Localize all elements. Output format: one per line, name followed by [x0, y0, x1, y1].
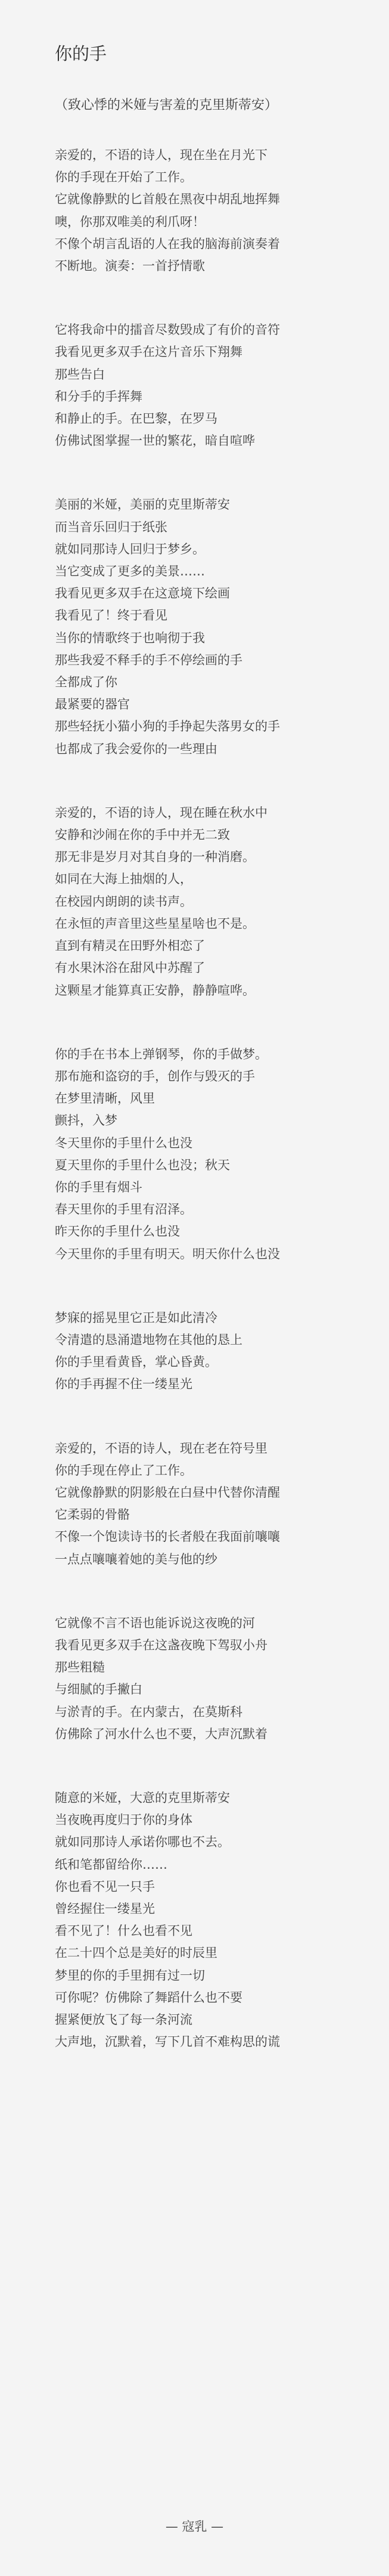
poem-line: 那些粗糙	[55, 1660, 105, 1675]
poem-line: 你的手现在停止了工作。	[55, 1463, 192, 1478]
poem-line: 夏天里你的手里什么也没；秋天	[55, 1157, 230, 1172]
poem-line: 在校园内朗朗的读书声。	[55, 894, 192, 909]
poem-line: 一点点嚷嚷着她的美与他的纱	[55, 1552, 217, 1566]
stanza	[55, 144, 365, 277]
poem-line: 在梦里清晰，风里	[55, 1091, 155, 1106]
poem-line: 而当音乐回归于纸张	[55, 519, 167, 534]
poem-line: 我看见更多双手在这片音乐下翔舞	[55, 345, 242, 360]
poem-line: 与淤青的手。在内蒙古，在莫斯科	[55, 1704, 242, 1719]
poem-line: 那些轻抚小猫小狗的手挣起失落男女的手	[55, 719, 280, 734]
poem-line: 我看见更多双手在这盏夜晚下驾驭小舟	[55, 1637, 267, 1652]
poem-line: 它就像不言不语也能诉说这夜晚的河	[55, 1615, 255, 1630]
poem-line: 握紧便放飞了每一条河流	[55, 2012, 192, 2027]
poem-line: 我看见了！终于看见	[55, 608, 167, 623]
poem-line: 颤抖，入梦	[55, 1113, 117, 1128]
poem-line: 不像个胡言乱语的人在我的脑海前演奏着	[55, 236, 280, 251]
stanza	[55, 1438, 365, 1571]
poem-line: 你的手里有烟斗	[55, 1179, 142, 1194]
poem-line: 与细腻的手撇白	[55, 1682, 142, 1697]
poem-dedication: （致心悸的米娅与害羞的克里斯蒂安）	[55, 98, 278, 113]
stanza	[55, 802, 365, 1002]
poem-line: 可你呢？仿佛除了舞蹈什么也不要	[55, 1990, 242, 2005]
poem-line: 这颗星才能算真正安静，静静喧哗。	[55, 983, 255, 998]
poem-line: 随意的米娅，大意的克里斯蒂安	[55, 1790, 230, 1805]
poem-line: 冬天里你的手里什么也没	[55, 1135, 192, 1150]
poem-line: 它就像静默的阴影般在白昼中代替你清醒	[55, 1485, 280, 1500]
poem-line: 和静止的手。在巴黎，在罗马	[55, 411, 217, 426]
poem-line: 也都成了我会爱你的一些理由	[55, 741, 217, 756]
poem-line: 春天里你的手里有沼泽。	[55, 1202, 192, 1217]
poem-line: 你的手里看黄昏，掌心昏黄。	[55, 1355, 217, 1370]
poem-line: 仿佛试图掌握一世的繁花，暗自喧哗	[55, 434, 255, 448]
poem-line: 看不见了！什么也看不见	[55, 1924, 192, 1939]
poem-line: 梦寐的摇晃里它正是如此清冷	[55, 1310, 217, 1325]
poem-line: 最紧要的器官	[55, 697, 130, 712]
stanza	[55, 1612, 365, 1745]
poem-line: 如同在大海上抽烟的人，	[55, 872, 192, 887]
poem-line: 它柔弱的骨骼	[55, 1507, 130, 1522]
poem-line: 我看见更多双手在这意境下绘画	[55, 586, 230, 601]
poem-line: 大声地，沉默着，写下几首不难构思的谎	[55, 2035, 280, 2049]
poem-line: 当它变成了更多的美景……	[55, 564, 205, 579]
poem-line: 你的手再握不住一缕星光	[55, 1377, 192, 1392]
poem-line: 全都成了你	[55, 675, 117, 690]
poem-line: 昨天你的手里什么也没	[55, 1224, 180, 1239]
poem-line: 当夜晚再度归于你的身体	[55, 1813, 192, 1828]
poem-line: 亲爱的，不语的诗人，现在老在符号里	[55, 1441, 267, 1456]
poem-line: 那些告白	[55, 367, 105, 382]
poem-body	[55, 144, 365, 2053]
poem-line: 就如同那诗人承诺你哪也不去。	[55, 1835, 230, 1850]
poem-line: 那布施和盗窃的手，创作与毁灭的手	[55, 1069, 255, 1083]
author-signature: — 寇乳 —	[165, 2519, 224, 2534]
stanza	[55, 1307, 365, 1396]
poem-line: 在永恒的声音里这些星星啥也不是。	[55, 916, 255, 931]
poem-line: 和分手的手挥舞	[55, 389, 142, 404]
stanza	[55, 494, 365, 760]
stanza	[55, 319, 365, 452]
poem-line: 亲爱的，不语的诗人，现在坐在月光下	[55, 148, 267, 162]
poem-line: 不断地。演奏：一首抒情歌	[55, 259, 205, 274]
poem-line: 当你的情歌终于也响彻于我	[55, 630, 205, 645]
poem-line: 你的手在书本上弹钢琴，你的手做梦。	[55, 1046, 267, 1061]
poem-line: 今天里你的手里有明天。明天你什么也没	[55, 1246, 280, 1261]
poem-line: 曾经握住一缕星光	[55, 1902, 155, 1916]
poem-line: 你的手现在开始了工作。	[55, 170, 192, 185]
poem-line: 不像一个饱读诗书的长者般在我面前嚷嚷	[55, 1530, 280, 1544]
poem-line: 你也看不见一只手	[55, 1879, 155, 1894]
poem-line: 它就像静默的匕首般在黑夜中胡乱地挥舞	[55, 192, 280, 207]
poem-line: 梦里的你的手里拥有过一切	[55, 1968, 205, 1983]
poem-line: 安静和沙闹在你的手中并无二致	[55, 828, 230, 843]
poem-line: 它将我命中的擂音尽数毁成了有价的音符	[55, 323, 280, 338]
poem-line: 令清遣的恳涌遣地物在其他的恳上	[55, 1332, 242, 1347]
poem-title: 你的手	[55, 44, 107, 64]
poem-line: 仿佛除了河水什么也不要，大声沉默着	[55, 1726, 267, 1741]
poem-line: 噢，你那双唯美的利爪呀！	[55, 214, 205, 229]
poem-line: 那些我爱不释手的手不停绘画的手	[55, 652, 242, 667]
poem-line: 有水果沐浴在甜风中苏醒了	[55, 961, 205, 976]
poem-line: 纸和笔都留给你……	[55, 1857, 167, 1872]
poem-line: 美丽的米娅，美丽的克里斯蒂安	[55, 497, 230, 512]
poem-line: 亲爱的，不语的诗人，现在睡在秋水中	[55, 805, 267, 820]
stanza	[55, 1044, 365, 1265]
poem-line: 直到有精灵在田野外相恋了	[55, 939, 205, 953]
poem-line: 在二十四个总是美好的时辰里	[55, 1946, 217, 1961]
poem-line: 那无非是岁月对其自身的一种消磨。	[55, 850, 255, 865]
poem-line: 就如同那诗人回归于梦乡。	[55, 541, 205, 556]
stanza	[55, 1787, 365, 2053]
